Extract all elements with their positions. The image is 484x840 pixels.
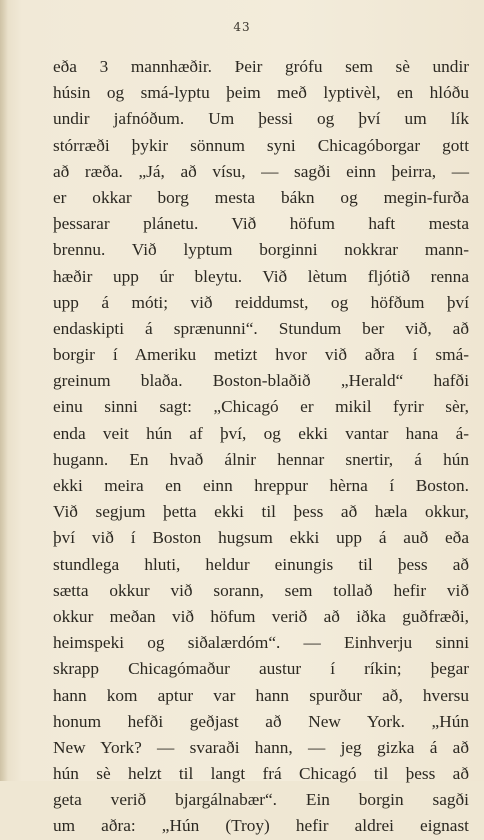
body-text <box>53 54 469 840</box>
text-line: undir jafnóðum. Um þessi og því um lík <box>53 109 469 129</box>
text-line: greinum blaða. Boston-blaðið „Herald“ hafði <box>53 371 469 391</box>
page-number: 43 <box>233 20 251 34</box>
text-line: geta verið bjargálnabær“. Ein borgin sagði <box>53 790 469 810</box>
text-line: Við segjum þetta ekki til þess að hæla okkur, <box>53 502 469 522</box>
text-line: hugann. En hvað álnir hennar snertir, á hún <box>53 449 469 469</box>
text-line: einu sinni sagt: „Chicagó er mikil fyrir sèr, <box>53 397 469 417</box>
text-line: eða 3 mannhæðir. Þeir grófu sem sè undir <box>53 57 469 76</box>
text-line: er okkar borg mesta bákn og megin-furða <box>53 187 469 207</box>
text-line: því við í Boston hugsum ekki upp á auð eða <box>53 528 469 548</box>
text-line: okkur meðan við höfum verið að iðka guðfræði, <box>53 606 469 626</box>
text-line: upp á móti; við reiddumst, og höfðum því <box>53 292 469 312</box>
text-line: enda veit hún af því, og ekki vantar hana á- <box>53 423 469 443</box>
text-line: ekki meira en einn hreppur hèrna í Boston. <box>53 476 469 495</box>
text-line: hún sè helzt til langt frá Chicagó til þess að <box>53 764 469 784</box>
text-line: honum hefði geðjast að New York. „Hún <box>53 711 469 731</box>
text-line: endaskipti á sprænunni“. Stundum ber við, að <box>53 318 469 338</box>
text-line: heimspeki og siðalærdóm“. — Einhverju sinni <box>53 633 469 653</box>
page-gutter-shadow <box>0 0 8 781</box>
text-line: hæðir upp úr bleytu. Við lètum fljótið renna <box>53 266 469 286</box>
text-line: stundlega hluti, heldur einungis til þess að <box>53 554 469 574</box>
text-line: hann kom aptur var hann spurður að, hversu <box>53 685 469 705</box>
text-line: brennu. Við lyptum borginni nokkrar mann- <box>53 240 469 260</box>
text-line: húsin og smá-lyptu þeim með lyptivèl, en hlóðu <box>53 83 469 103</box>
text-line: að ræða. „Já, að vísu, — sagði einn þeirra, — <box>53 161 469 181</box>
text-line: New York? — svaraði hann, — jeg gizka á að <box>53 737 469 757</box>
text-line: stórræði þykir sönnum syni Chicagóborgar gott <box>53 135 469 155</box>
text-line: borgir í Ameriku metizt hvor við aðra í smá- <box>53 345 469 365</box>
text-line: skrapp Chicagómaður austur í ríkin; þegar <box>53 659 469 679</box>
text-line: um aðra: „Hún (Troy) hefir aldrei eignast <box>53 816 469 836</box>
text-line: þessarar plánetu. Við höfum haft mesta <box>53 214 469 234</box>
text-line: sætta okkur við sorann, sem tollað hefir við <box>53 580 469 600</box>
